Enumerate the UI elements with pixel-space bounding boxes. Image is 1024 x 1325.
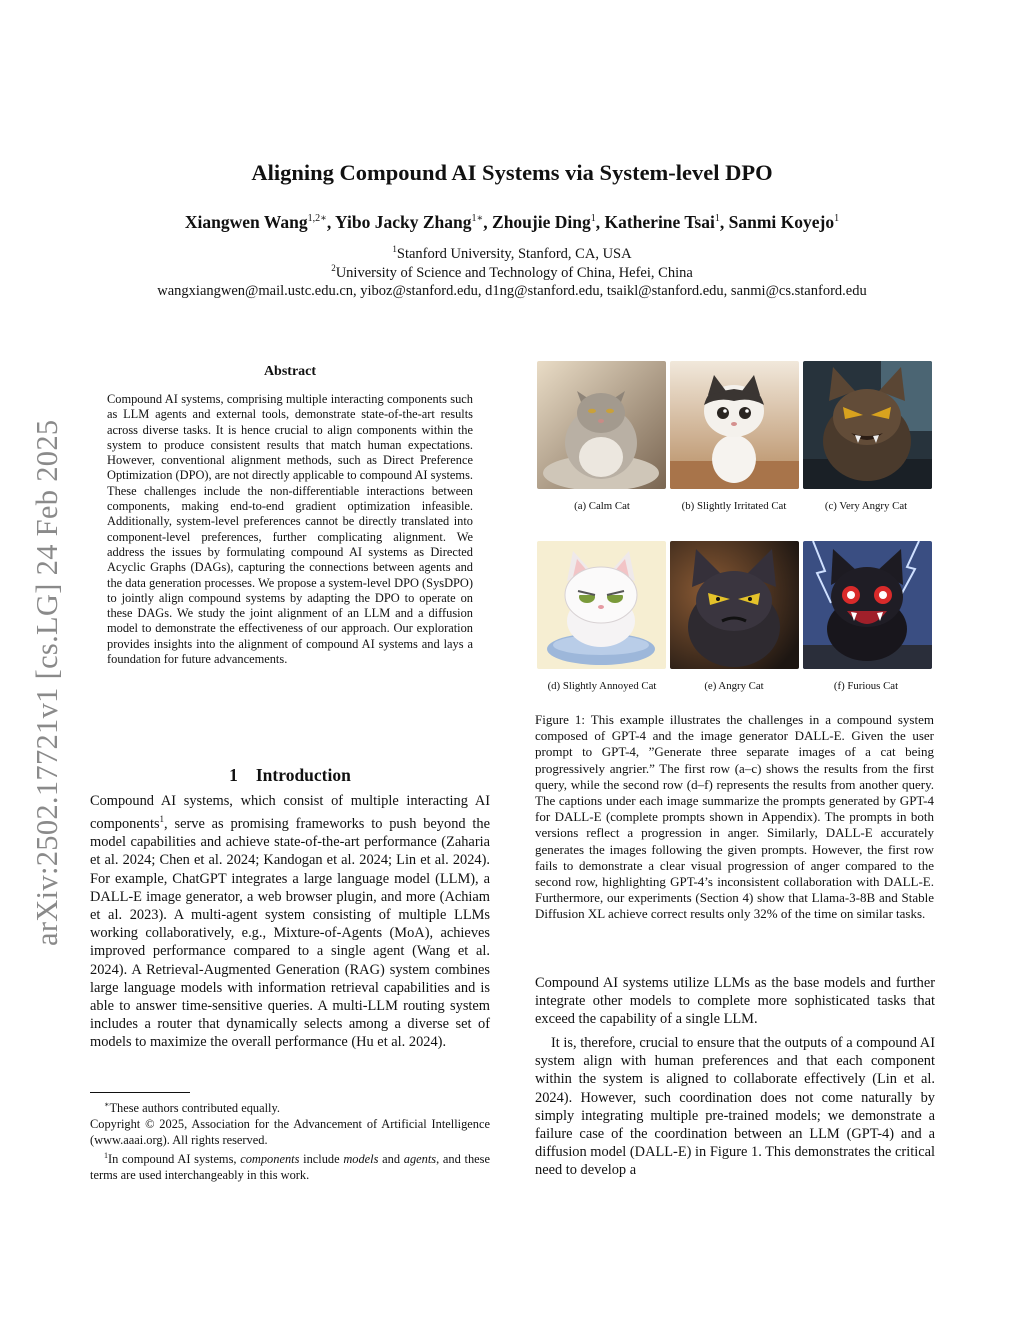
arxiv-stamp: arXiv:2502.17721v1 [cs.LG] 24 Feb 2025 [30,419,64,946]
subcaption-f: (f) Furious Cat [833,680,899,692]
intro-paragraph: Compound AI systems, which consist of multiple interacting AI components$^1$, serve as promising frameworks to push beyond the model capabilities and achieve state-of-the-art performance (Zaharia et al. 2024; Chen et al. 2024; Kandogan et al. 2024; Lin et al. 2024). For example, ChatGPT integrates a large language model (LLM), a DALL-E image generator, a web browser plugin, and more (Achiam et al. 2023). A multi-agent system consisting of multiple LLMs working collaboratively, e.g., Mixture-of-Agents (MoA), achieves improved performance compared to a single agent (Wang et al. 2024). A Retrieval-Augmented Generation (RAG) system combines large language models with information retrieval capabilities and is able to answer time-sensitive queries. A multi-LLM routing system includes a router that dynamically selects among a diverse set of models to maximize the overall performance (Hu et al. 2024). [90,793,490,1051]
author-name: Xiangwen Wang [184,212,308,232]
cat-image-calm [537,361,666,489]
abstract-heading: Abstract [263,364,317,379]
footnotes [90,1097,490,1183]
author-name: Sanmi Koyejo [728,212,835,232]
cat-image-very-angry [803,361,932,489]
copyright-notice: Copyright © 2025, Association for the Advancement of Artificial Intelligence (www.aaai.org). All rights reserved. [90,1117,490,1148]
abstract-text: Compound AI systems, comprising multiple interacting components such as LLM agents and external tools, demonstrate state-of-the-art results across diverse tasks. It is hence crucial to align components within the system to produce consistent results that match human expectations. However, conventional alignment methods, such as Direct Preference Optimization (DPO), are not directly applicable to compound AI systems. These challenges include the non-differentiable interactions between components, making end-to-end gradient optimization infeasible. Additionally, system-level preferences cannot be directly translated into component-level preferences, further complicating alignment. We address the issues by formulating compound AI systems as Directed Acyclic Graphs (DAGs), capturing the connections between agents and the data generation processes. We propose a system-level DPO (SysDPO) to jointly align compound systems by adapting the DPO to operate on these DAGs. We study the joint alignment of an LLM and a diffusion model to demonstrate the effectiveness of our approach. Our exploration provides insights into the alignment of compound AI systems and lays a foundation for future advancements. [107,392,473,667]
footnote-rule [90,1092,190,1093]
footnote-1: $^1$In compound AI systems, components include models and agents, and these terms are used interchangeably in this work. [90,1151,490,1183]
section-heading-introduction: 1 Introduction [229,765,351,785]
subcaption-a: (a) Calm Cat [574,500,630,512]
figure-caption: Figure 1: This example illustrates the challenges in a compound system composed of GPT-4 and the image generator DALL-E. Given the user prompt to GPT-4, ”Generate three separate images of a cat being progressively angrier.” The first row (a–c) shows the results from the first query, while the second row (d–f) represents the results from another query. The captions under each image summarize the prompts generated by GPT-4 for DALL-E (complete prompts shown in Appendix). The prompts in both versions reflect a progression in anger. Similarly, DALL-E accurately generates the images following the given prompts. However, the first row fails to demonstrate a clear visual progression of anger compared to the second row, highlighting GPT-4’s inconsistent collaboration with DALL-E. Furthermore, our experiments (Section 4) show that Llama-3-8B and Stable Diffusion XL achieve correct results only 32% of the time on similar tasks. [535,712,934,922]
subcaption-e: (e) Angry Cat [704,680,764,692]
cat-image-slightly-irritated [670,361,799,489]
right-paragraph-1: Compound AI systems utilize LLMs as the base models and further integrate other models to complete more sophisticated tasks that exceed the capability of a single LLM. [535,975,935,1028]
cat-image-furious [803,541,932,669]
subcaption-b: (b) Slightly Irritated Cat [681,500,787,512]
author-list: Xiangwen Wang$^{1,2∗}$, Yibo Jacky Zhang$^{1∗}$, Zhoujie Ding$^1$, Katherine Tsai$^1$, Sanmi Koyejo$^1$ [184,212,840,232]
affiliation-2: $^2$University of Science and Technology of China, Hefei, China [331,263,693,281]
cat-image-angry [670,541,799,669]
footnote-equal-contribution: ∗These authors contributed equally. [104,1100,280,1116]
author-emails: wangxiangwen@mail.ustc.edu.cn, yiboz@stanford.edu, d1ng@stanford.edu, tsaikl@stanford.edu, sanmi@cs.stanford.edu [157,283,867,299]
author-name: Yibo Jacky Zhang [335,212,472,232]
affiliation-1: $^1$Stanford University, Stanford, CA, USA [392,244,632,262]
author-name: Zhoujie Ding [492,212,591,232]
right-paragraph-2: It is, therefore, crucial to ensure that the outputs of a compound AI system align with human preferences and that each component within the system is aligned to collaborate effectively (Lin et al. 2024). However, such coordination does not come naturally by simply integrating multiple pre-trained models; we demonstrate a failure case of the coordination between an LLM (GPT-4) and a diffusion model (DALL-E) in Figure 1. This demonstrates the critical need to develop a [535,1035,935,1179]
cat-image-slightly-annoyed [537,541,666,669]
subcaption-d: (d) Slightly Annoyed Cat [547,680,657,692]
subcaption-c: (c) Very Angry Cat [824,500,908,512]
paper-title: Aligning Compound AI Systems via System-level DPO [251,160,773,185]
author-name: Katherine Tsai [604,212,715,232]
